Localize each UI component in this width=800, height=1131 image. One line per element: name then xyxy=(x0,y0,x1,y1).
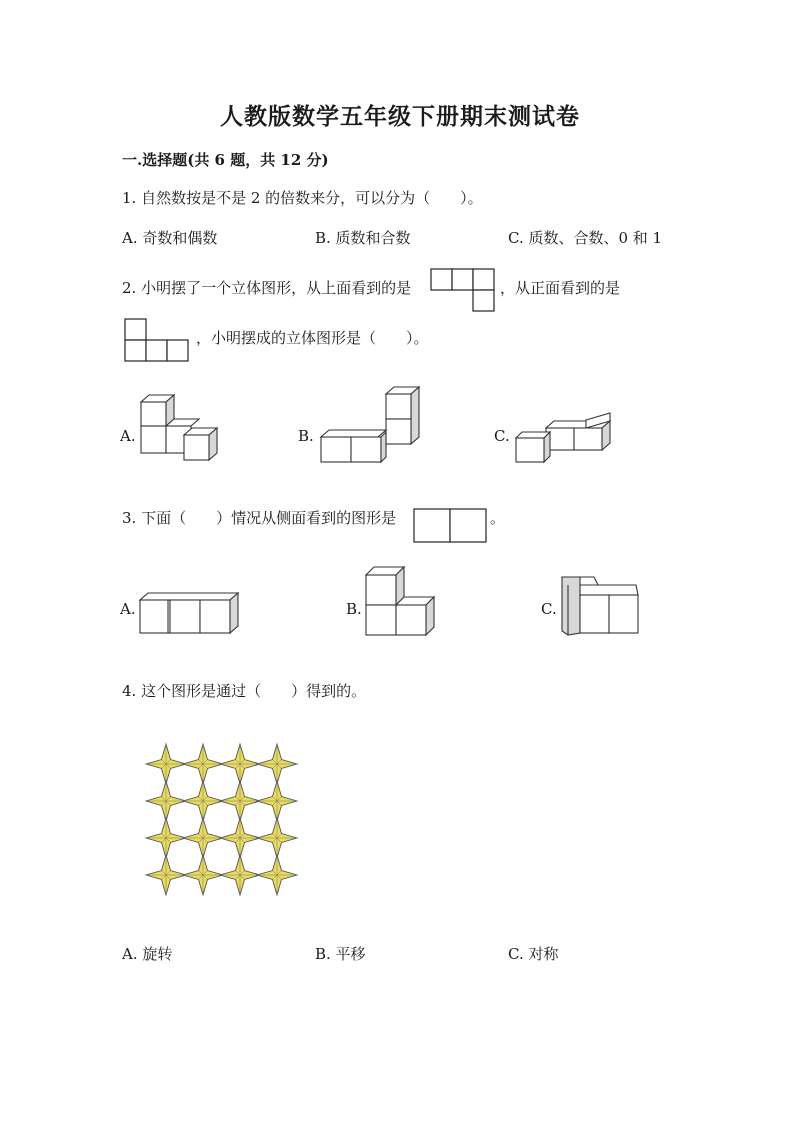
star-tile xyxy=(183,781,223,821)
q2-option-a-figure[interactable] xyxy=(138,392,230,464)
star-tile xyxy=(146,744,186,784)
question-2-text-start: 2. 小明摆了一个立体图形，从上面看到的是 xyxy=(122,279,412,297)
star-tile xyxy=(257,781,297,821)
star-tile xyxy=(220,818,260,858)
star-tile xyxy=(146,781,186,821)
side-view-figure xyxy=(413,506,489,544)
q3-option-a-label[interactable]: A. xyxy=(120,600,136,618)
star-pattern-figure xyxy=(144,742,298,896)
q1-option-a[interactable]: A. 奇数和偶数 xyxy=(122,229,218,247)
top-view-figure xyxy=(430,268,500,314)
front-view-figure xyxy=(124,318,192,364)
q3-option-c-label[interactable]: C. xyxy=(541,600,557,618)
question-3-text: 3. 下面（ ）情况从侧面看到的图形是 xyxy=(122,509,397,527)
q3-option-b-label[interactable]: B. xyxy=(346,600,362,618)
page-title: 人教版数学五年级下册期末测试卷 xyxy=(220,103,580,130)
section-heading: 一.选择题(共 6 题，共 12 分) xyxy=(122,151,329,169)
q1-option-c[interactable]: C. 质数、合数、0 和 1 xyxy=(508,229,663,247)
star-tile xyxy=(220,781,260,821)
q2-option-b-label[interactable]: B. xyxy=(298,427,314,445)
q4-option-b[interactable]: B. 平移 xyxy=(315,945,366,963)
question-3-text-end: 。 xyxy=(490,509,506,527)
star-tile xyxy=(257,818,297,858)
star-tile xyxy=(146,818,186,858)
q3-option-a-figure[interactable] xyxy=(138,590,242,636)
star-tile xyxy=(257,744,297,784)
q2-option-c-figure[interactable] xyxy=(514,410,620,466)
q1-option-b[interactable]: B. 质数和合数 xyxy=(315,229,411,247)
q2-option-c-label[interactable]: C. xyxy=(494,427,510,445)
q4-option-c[interactable]: C. 对称 xyxy=(508,945,559,963)
star-tile xyxy=(220,855,260,895)
star-tile xyxy=(146,855,186,895)
question-2-text-mid: ，从正面看到的是 xyxy=(500,279,621,297)
star-tile xyxy=(183,818,223,858)
q3-option-b-figure[interactable] xyxy=(364,565,440,637)
star-tile xyxy=(220,744,260,784)
q4-option-a[interactable]: A. 旋转 xyxy=(122,945,173,963)
q2-option-a-label[interactable]: A. xyxy=(120,427,136,445)
question-1-text: 1. 自然数按是不是 2 的倍数来分，可以分为（ ）。 xyxy=(122,189,483,207)
star-tile xyxy=(183,744,223,784)
question-2-text-end: ，小明摆成的立体图形是（ ）。 xyxy=(196,329,429,347)
star-tile xyxy=(257,855,297,895)
question-4-text: 4. 这个图形是通过（ ）得到的。 xyxy=(122,682,367,700)
q2-option-b-figure[interactable] xyxy=(318,385,424,465)
q3-option-c-figure[interactable] xyxy=(560,575,642,637)
star-tile xyxy=(183,855,223,895)
